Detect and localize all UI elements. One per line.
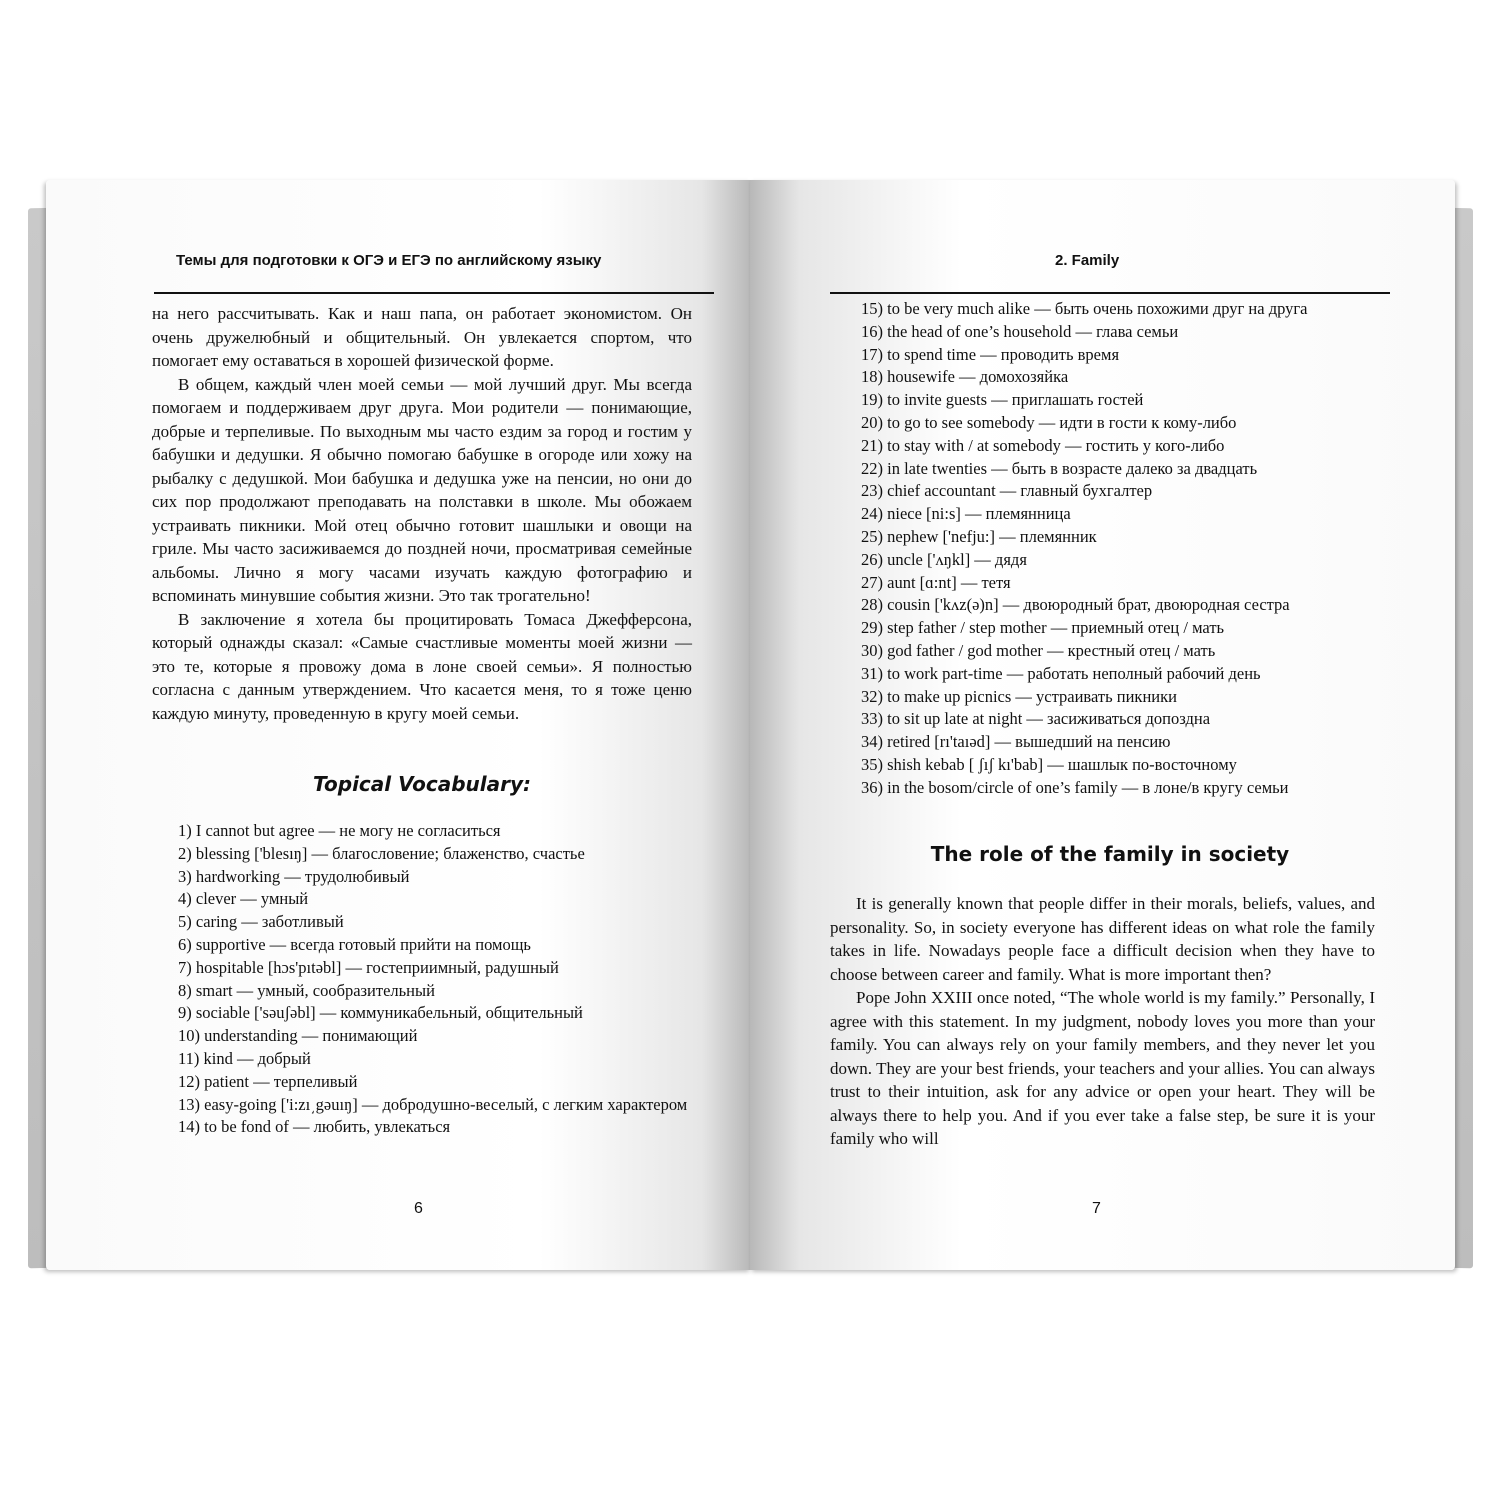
- vocab-list-left: [152, 820, 692, 1139]
- vocab-item: 28) cousin ['kʌz(ə)n] — двоюродный брат, двоюродная сестра: [861, 595, 1290, 615]
- vocab-item: 36) in the bosom/circle of one’s family — в лоне/в кругу семьи: [861, 777, 1289, 797]
- vocab-item: 23) chief accountant — главный бухгалтер: [861, 481, 1153, 501]
- vocab-item: 11) kind — добрый: [178, 1048, 311, 1068]
- vocab-item: 22) in late twenties — быть в возрасте далеко за двадцать: [861, 458, 1258, 478]
- page-number-left: 6: [414, 1200, 423, 1217]
- section-title-vocabulary: Topical Vocabulary:: [312, 772, 532, 796]
- vocab-item: 7) hospitable [hɔs'pıtəbl] — гостеприимный, радушный: [178, 957, 559, 977]
- paragraph: It is generally known that people differ in their morals, beliefs, values, and personality. So, in society everyone has different ideas on what role the family takes in life. Nowadays people face a difficult decision when they have to choose between career and family. What is more important then?: [830, 894, 1375, 984]
- page-number-right: 7: [1092, 1200, 1101, 1217]
- paragraph: Pope John XXIII once noted, “The whole world is my family.” Personally, I agree with this statement. In my judgment, nobody loves you more than your family. You can always rely on your family members, and they never let you down. They are your best friends, your teachers and your allies. You can always trust to their intuition, ask for any advice or open your heart. They will be always there to help you. And if you ever take a false step, be sure it is your family who will: [830, 988, 1375, 1148]
- vocab-item: 27) aunt [ɑ:nt] — тетя: [861, 572, 1011, 592]
- vocab-item: 21) to stay with / at somebody — гостить у кого-либо: [861, 435, 1225, 455]
- vocab-item: 1) I cannot but agree — не могу не согласиться: [178, 821, 501, 840]
- paragraph: В заключение я хотела бы процитировать Томаса Джефферсона, который однажды сказал: «Самые счастливые моменты моей жизни — это те, которые я провожу дома в лоне своей семьи». Я полностью согласна с данным утверждением. Что касается меня, то я тоже ценю каждую минуту, проведенную в кругу моей семьи.: [152, 609, 692, 723]
- vocab-item: 18) housewife — домохозяйка: [861, 367, 1069, 387]
- vocab-item: 32) to make up picnics — устраивать пикники: [861, 686, 1177, 706]
- vocab-item: 30) god father / god mother — крестный отец / мать: [861, 640, 1216, 660]
- vocab-item: 14) to be fond of — любить, увлекаться: [178, 1117, 451, 1137]
- open-book: [28, 180, 1473, 1290]
- vocab-item: 24) niece [ni:s] — племянница: [861, 504, 1071, 524]
- vocab-item: 19) to invite guests — приглашать гостей: [861, 390, 1144, 410]
- vocab-item: 12) patient — терпеливый: [178, 1071, 358, 1091]
- vocab-item: 16) the head of one’s household — глава семьи: [861, 321, 1179, 341]
- right-body-text: [830, 892, 1375, 1151]
- vocab-item: 8) smart — умный, сообразительный: [178, 980, 435, 1000]
- vocab-item: 10) understanding — понимающий: [178, 1026, 418, 1046]
- left-body-text: [152, 302, 692, 725]
- vocab-item: 5) caring — заботливый: [178, 912, 344, 932]
- left-page: [46, 180, 751, 1270]
- header-rule-left: [154, 292, 714, 294]
- vocab-item: 3) hardworking — трудолюбивый: [178, 866, 410, 886]
- header-rule-right: [830, 292, 1390, 294]
- paragraph: В общем, каждый член моей семьи — мой лучший друг. Мы всегда помогаем и поддерживаем друг друга. Мои родители — понимающие, добрые и терпеливые. По выходным мы часто ездим за город и гостим у бабушки и дедушки. Я обычно помогаю бабушке в огороде или хожу на рыбалку с дедушкой. Мои бабушка и дедушка уже на пенсии, но они до сих пор продолжают преподавать на полставки в школе. Мы обожаем устраивать пикники. Мой отец обычно готовит шашлыки и овощи на гриле. Мы часто засиживаемся до поздней ночи, просматривая семейные альбомы. Лично я могу часами изучать каждую фотографию и вспоминать минувшие события жизни. Это так трогательно!: [152, 374, 692, 605]
- vocab-item: 6) supportive — всегда готовый прийти на помощь: [178, 934, 531, 954]
- vocab-item: 15) to be very much alike — быть очень похожими друг на друга: [861, 299, 1308, 318]
- running-head-left: Темы для подготовки к ОГЭ и ЕГЭ по английскому языку: [176, 252, 602, 269]
- running-head-right: 2. Family: [1055, 252, 1120, 269]
- vocab-item: 25) nephew ['nefju:] — племянник: [861, 526, 1097, 546]
- section-title-role-of-family: The role of the family in society: [930, 842, 1290, 866]
- vocab-list-right: [835, 298, 1395, 800]
- vocab-item: 20) to go to see somebody — идти в гости к кому-либо: [861, 412, 1237, 432]
- vocab-item: 9) sociable ['səuʃəbl] — коммуникабельный, общительный: [178, 1003, 583, 1023]
- vocab-item: 2) blessing ['blesıŋ] — благословение; блаженство, счастье: [178, 843, 585, 863]
- right-page: [750, 180, 1455, 1270]
- paragraph: на него рассчитывать. Как и наш папа, он работает экономистом. Он очень дружелюбный и общительный. Он увлекается спортом, что помогает ему оставаться в хорошей физической форме.: [152, 304, 692, 370]
- vocab-item: 29) step father / step mother — приемный отец / мать: [861, 618, 1225, 638]
- vocab-item: 13) easy-going ['i:zı͵gəuıŋ] — добродушно-веселый, с легким характером: [178, 1094, 688, 1114]
- vocab-item: 33) to sit up late at night — засиживаться допоздна: [861, 709, 1211, 729]
- vocab-item: 35) shish kebab [ ʃıʃ kı'bab] — шашлык по-восточному: [861, 754, 1237, 774]
- vocab-item: 4) clever — умный: [178, 889, 309, 909]
- vocab-item: 26) uncle ['ʌŋkl] — дядя: [861, 549, 1027, 569]
- vocab-item: 31) to work part-time — работать неполный рабочий день: [861, 663, 1261, 683]
- vocab-item: 34) retired [rı'taıəd] — вышедший на пенсию: [861, 732, 1171, 752]
- vocab-item: 17) to spend time — проводить время: [861, 344, 1120, 364]
